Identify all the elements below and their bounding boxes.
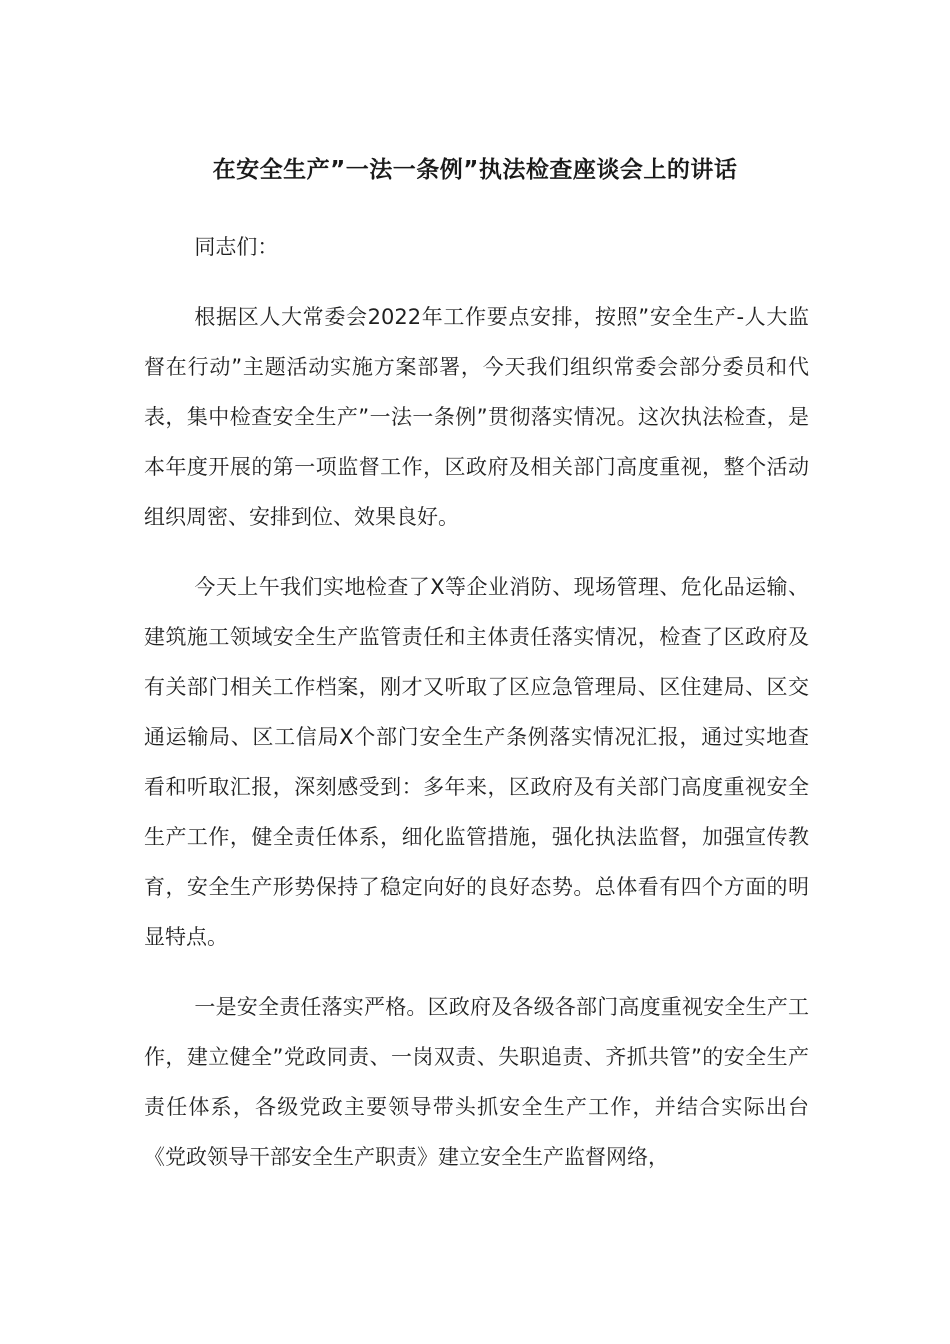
- document-body: [144, 222, 809, 1202]
- paragraph-1: 根据区人大常委会2022年工作要点安排，按照”安全生产-人大监督在行动”主题活动实施方案部署，今天我们组织常委会部分委员和代表，集中检查安全生产”一法一条例”贯彻落实情况。这次执法检查，是本年度开展的第一项监督工作，区政府及相关部门高度重视，整个活动组织周密、安排到位、效果良好。: [144, 305, 809, 529]
- salutation: 同志们：: [194, 235, 279, 259]
- paragraph-2: 今天上午我们实地检查了X等企业消防、现场管理、危化品运输、建筑施工领域安全生产监管责任和主体责任落实情况，检查了区政府及有关部门相关工作档案，刚才又听取了区应急管理局、区住建局、区交通运输局、区工信局X个部门安全生产条例落实情况汇报，通过实地查看和听取汇报，深刻感受到：多年来，区政府及有关部门高度重视安全生产工作，健全责任体系，细化监管措施，强化执法监督，加强宣传教育，安全生产形势保持了稳定向好的良好态势。总体看有四个方面的明显特点。: [144, 575, 809, 949]
- document-title: 在安全生产”一法一条例”执法检查座谈会上的讲话: [212, 157, 738, 183]
- paragraph-3: 一是安全责任落实严格。区政府及各级各部门高度重视安全生产工作，建立健全”党政同责、一岗双责、失职追责、齐抓共管”的安全生产责任体系，各级党政主要领导带头抓安全生产工作，并结合实际出台《党政领导干部安全生产职责》建立安全生产监督网络，: [144, 995, 809, 1169]
